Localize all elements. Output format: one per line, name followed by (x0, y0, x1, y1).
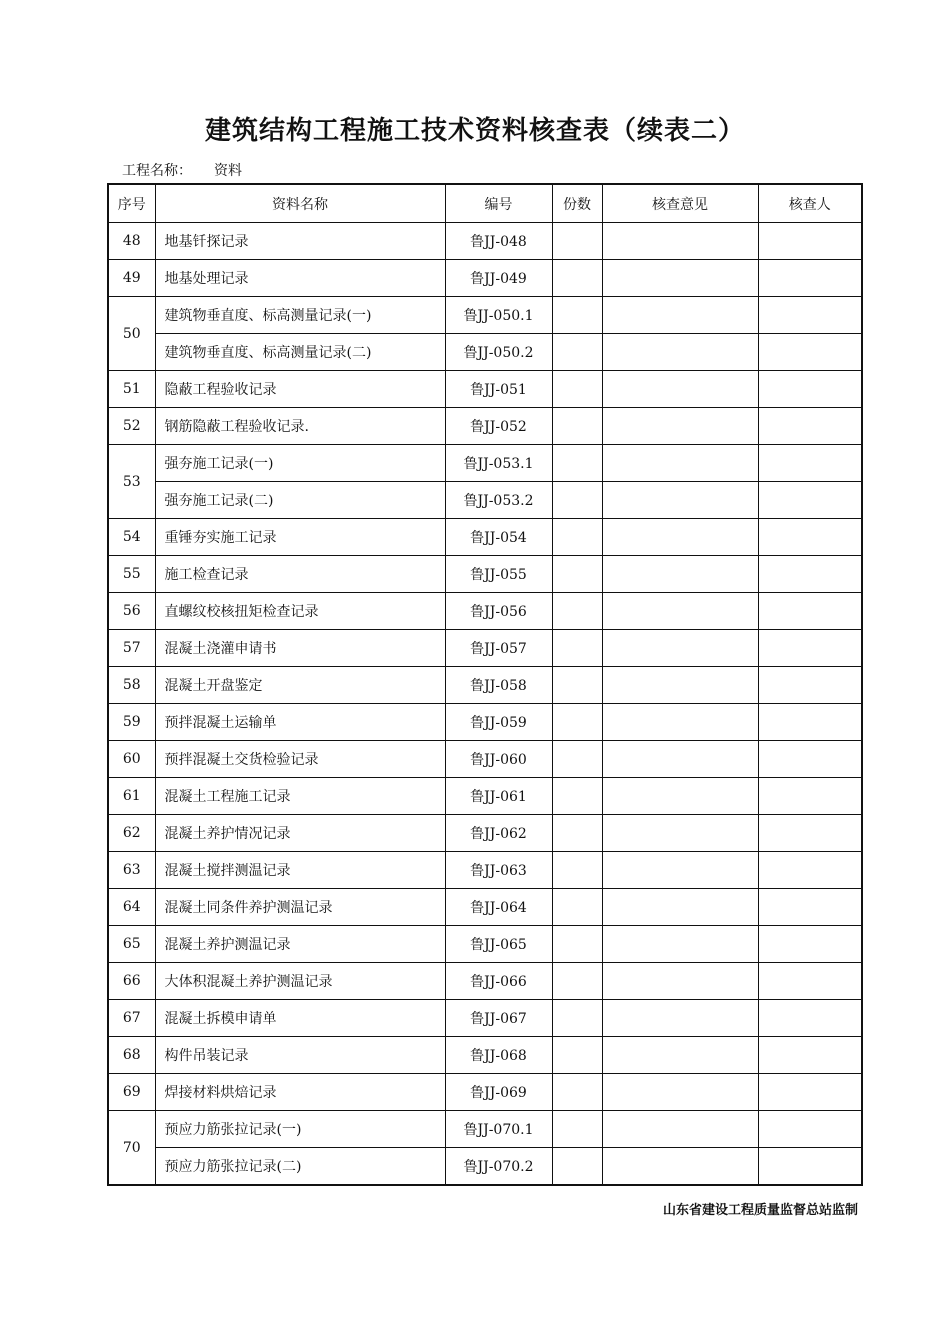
row-number: 67 (108, 1000, 155, 1037)
record-code: 鲁JJ-061 (445, 778, 552, 815)
copies-cell[interactable] (552, 815, 602, 852)
table-row (108, 482, 862, 519)
opinion-cell[interactable] (602, 371, 758, 408)
opinion-cell[interactable] (602, 556, 758, 593)
opinion-cell[interactable] (602, 889, 758, 926)
row-number: 64 (108, 889, 155, 926)
record-name: 预应力筋张拉记录(二) (155, 1148, 445, 1186)
row-number: 58 (108, 667, 155, 704)
opinion-cell[interactable] (602, 260, 758, 297)
copies-cell[interactable] (552, 445, 602, 482)
table-row (108, 1111, 862, 1148)
header-opinion: 核查意见 (602, 184, 758, 223)
row-number: 68 (108, 1037, 155, 1074)
table-row (108, 297, 862, 334)
record-code: 鲁JJ-070.1 (445, 1111, 552, 1148)
table-row (108, 260, 862, 297)
row-number: 59 (108, 704, 155, 741)
record-code: 鲁JJ-054 (445, 519, 552, 556)
copies-cell[interactable] (552, 519, 602, 556)
record-code: 鲁JJ-059 (445, 704, 552, 741)
table-row (108, 815, 862, 852)
row-number: 69 (108, 1074, 155, 1111)
row-number: 53 (108, 445, 155, 519)
record-code: 鲁JJ-070.2 (445, 1148, 552, 1186)
checker-cell[interactable] (758, 593, 862, 630)
opinion-cell[interactable] (602, 223, 758, 260)
copies-cell[interactable] (552, 223, 602, 260)
table-body (108, 223, 862, 1186)
record-name: 建筑物垂直度、标高测量记录(二) (155, 334, 445, 371)
table-row (108, 1037, 862, 1074)
row-number: 52 (108, 408, 155, 445)
checker-cell[interactable] (758, 1000, 862, 1037)
copies-cell[interactable] (552, 963, 602, 1000)
record-code: 鲁JJ-060 (445, 741, 552, 778)
row-number: 54 (108, 519, 155, 556)
table-row (108, 593, 862, 630)
opinion-cell[interactable] (602, 593, 758, 630)
checker-cell[interactable] (758, 1148, 862, 1186)
table-row (108, 926, 862, 963)
project-name-line (122, 160, 242, 180)
record-name: 焊接材料烘焙记录 (155, 1074, 445, 1111)
record-name: 隐蔽工程验收记录 (155, 371, 445, 408)
table-row (108, 223, 862, 260)
record-code: 鲁JJ-053.1 (445, 445, 552, 482)
copies-cell[interactable] (552, 1037, 602, 1074)
opinion-cell[interactable] (602, 445, 758, 482)
copies-cell[interactable] (552, 1148, 602, 1186)
opinion-cell[interactable] (602, 1148, 758, 1186)
table-row (108, 778, 862, 815)
record-code: 鲁JJ-050.1 (445, 297, 552, 334)
checker-cell[interactable] (758, 741, 862, 778)
copies-cell[interactable] (552, 1111, 602, 1148)
row-number: 50 (108, 297, 155, 371)
table-row (108, 667, 862, 704)
opinion-cell[interactable] (602, 778, 758, 815)
checker-cell[interactable] (758, 815, 862, 852)
row-number: 65 (108, 926, 155, 963)
record-code: 鲁JJ-065 (445, 926, 552, 963)
record-code: 鲁JJ-063 (445, 852, 552, 889)
checker-cell[interactable] (758, 371, 862, 408)
opinion-cell[interactable] (602, 1111, 758, 1148)
record-code: 鲁JJ-068 (445, 1037, 552, 1074)
copies-cell[interactable] (552, 408, 602, 445)
row-number: 62 (108, 815, 155, 852)
issuer-footer: 山东省建设工程质量监督总站监制 (662, 1203, 858, 1218)
record-name: 混凝土开盘鉴定 (155, 667, 445, 704)
copies-cell[interactable] (552, 556, 602, 593)
table-row (108, 1074, 862, 1111)
records-check-table (107, 183, 863, 1186)
copies-cell[interactable] (552, 741, 602, 778)
record-name: 混凝土养护测温记录 (155, 926, 445, 963)
project-name-label: 工程名称： (122, 163, 192, 179)
checker-cell[interactable] (758, 223, 862, 260)
table-row (108, 408, 862, 445)
table-row (108, 1000, 862, 1037)
record-name: 预应力筋张拉记录(一) (155, 1111, 445, 1148)
opinion-cell[interactable] (602, 1000, 758, 1037)
table-row (108, 889, 862, 926)
opinion-cell[interactable] (602, 741, 758, 778)
checker-cell[interactable] (758, 1111, 862, 1148)
row-number: 61 (108, 778, 155, 815)
checker-cell[interactable] (758, 889, 862, 926)
opinion-cell[interactable] (602, 926, 758, 963)
opinion-cell[interactable] (602, 963, 758, 1000)
table-row (108, 445, 862, 482)
record-code: 鲁JJ-055 (445, 556, 552, 593)
checker-cell[interactable] (758, 778, 862, 815)
checker-cell[interactable] (758, 630, 862, 667)
record-name: 混凝土浇灌申请书 (155, 630, 445, 667)
opinion-cell[interactable] (602, 704, 758, 741)
copies-cell[interactable] (552, 482, 602, 519)
copies-cell[interactable] (552, 852, 602, 889)
record-code: 鲁JJ-062 (445, 815, 552, 852)
record-code: 鲁JJ-048 (445, 223, 552, 260)
record-name: 地基钎探记录 (155, 223, 445, 260)
row-number: 70 (108, 1111, 155, 1186)
record-name: 大体积混凝土养护测温记录 (155, 963, 445, 1000)
table-row (108, 852, 862, 889)
record-name: 直螺纹校核扭矩检查记录 (155, 593, 445, 630)
record-code: 鲁JJ-067 (445, 1000, 552, 1037)
row-number: 55 (108, 556, 155, 593)
table-row (108, 334, 862, 371)
record-name: 混凝土工程施工记录 (155, 778, 445, 815)
opinion-cell[interactable] (602, 334, 758, 371)
copies-cell[interactable] (552, 667, 602, 704)
opinion-cell[interactable] (602, 408, 758, 445)
table-header-row (108, 184, 862, 223)
record-code: 鲁JJ-049 (445, 260, 552, 297)
table-row (108, 630, 862, 667)
opinion-cell[interactable] (602, 852, 758, 889)
checker-cell[interactable] (758, 297, 862, 334)
checker-cell[interactable] (758, 704, 862, 741)
row-number: 63 (108, 852, 155, 889)
copies-cell[interactable] (552, 778, 602, 815)
copies-cell[interactable] (552, 260, 602, 297)
page-title: 建筑结构工程施工技术资料核查表（续表二） (204, 116, 745, 146)
table-row (108, 371, 862, 408)
record-name: 混凝土同条件养护测温记录 (155, 889, 445, 926)
checker-cell[interactable] (758, 445, 862, 482)
record-name: 地基处理记录 (155, 260, 445, 297)
record-name: 混凝土养护情况记录 (155, 815, 445, 852)
opinion-cell[interactable] (602, 630, 758, 667)
table-row (108, 741, 862, 778)
row-number: 49 (108, 260, 155, 297)
row-number: 57 (108, 630, 155, 667)
row-number: 51 (108, 371, 155, 408)
record-name: 强夯施工记录(一) (155, 445, 445, 482)
copies-cell[interactable] (552, 297, 602, 334)
record-name: 施工检查记录 (155, 556, 445, 593)
opinion-cell[interactable] (602, 667, 758, 704)
checker-cell[interactable] (758, 482, 862, 519)
opinion-cell[interactable] (602, 815, 758, 852)
record-code: 鲁JJ-069 (445, 1074, 552, 1111)
record-name: 混凝土拆模申请单 (155, 1000, 445, 1037)
record-name: 预拌混凝土交货检验记录 (155, 741, 445, 778)
checker-cell[interactable] (758, 519, 862, 556)
checker-cell[interactable] (758, 852, 862, 889)
record-code: 鲁JJ-050.2 (445, 334, 552, 371)
record-name: 钢筋隐蔽工程验收记录. (155, 408, 445, 445)
record-code: 鲁JJ-052 (445, 408, 552, 445)
copies-cell[interactable] (552, 334, 602, 371)
record-code: 鲁JJ-064 (445, 889, 552, 926)
checker-cell[interactable] (758, 334, 862, 371)
opinion-cell[interactable] (602, 297, 758, 334)
checker-cell[interactable] (758, 1074, 862, 1111)
copies-cell[interactable] (552, 926, 602, 963)
row-number: 60 (108, 741, 155, 778)
row-number: 48 (108, 223, 155, 260)
row-number: 66 (108, 963, 155, 1000)
record-code: 鲁JJ-058 (445, 667, 552, 704)
opinion-cell[interactable] (602, 482, 758, 519)
record-code: 鲁JJ-057 (445, 630, 552, 667)
opinion-cell[interactable] (602, 1074, 758, 1111)
copies-cell[interactable] (552, 889, 602, 926)
record-code: 鲁JJ-053.2 (445, 482, 552, 519)
checker-cell[interactable] (758, 408, 862, 445)
record-code: 鲁JJ-056 (445, 593, 552, 630)
record-name: 预拌混凝土运输单 (155, 704, 445, 741)
checker-cell[interactable] (758, 260, 862, 297)
header-no: 序号 (108, 184, 155, 223)
table-row (108, 963, 862, 1000)
copies-cell[interactable] (552, 371, 602, 408)
checker-cell[interactable] (758, 1037, 862, 1074)
header-copies: 份数 (552, 184, 602, 223)
header-name: 资料名称 (155, 184, 445, 223)
record-name: 混凝土搅拌测温记录 (155, 852, 445, 889)
table-row (108, 519, 862, 556)
copies-cell[interactable] (552, 630, 602, 667)
record-code: 鲁JJ-051 (445, 371, 552, 408)
copies-cell[interactable] (552, 593, 602, 630)
header-code: 编号 (445, 184, 552, 223)
table-row (108, 704, 862, 741)
copies-cell[interactable] (552, 704, 602, 741)
checker-cell[interactable] (758, 667, 862, 704)
record-name: 建筑物垂直度、标高测量记录(一) (155, 297, 445, 334)
record-name: 强夯施工记录(二) (155, 482, 445, 519)
project-name-value: 资料 (214, 163, 242, 179)
copies-cell[interactable] (552, 1000, 602, 1037)
copies-cell[interactable] (552, 1074, 602, 1111)
table-row (108, 556, 862, 593)
table-row (108, 1148, 862, 1186)
record-code: 鲁JJ-066 (445, 963, 552, 1000)
record-name: 重锤夯实施工记录 (155, 519, 445, 556)
opinion-cell[interactable] (602, 519, 758, 556)
opinion-cell[interactable] (602, 1037, 758, 1074)
checker-cell[interactable] (758, 963, 862, 1000)
checker-cell[interactable] (758, 556, 862, 593)
header-checker: 核查人 (758, 184, 862, 223)
checker-cell[interactable] (758, 926, 862, 963)
row-number: 56 (108, 593, 155, 630)
record-name: 构件吊装记录 (155, 1037, 445, 1074)
